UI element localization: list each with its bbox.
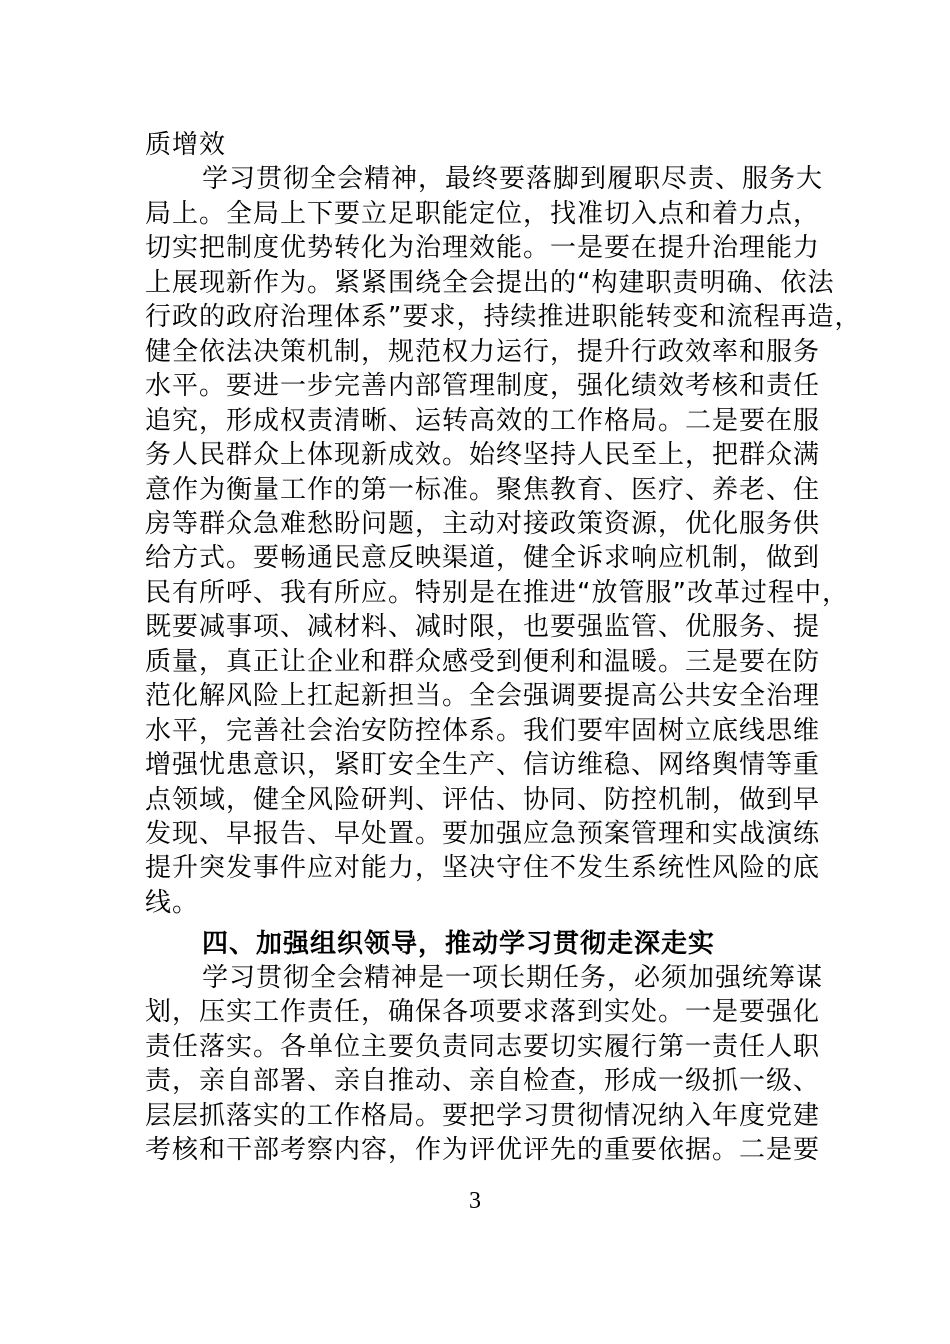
text-line: 上展现新作为。紧紧围绕全会提出的“构建职责明确、依法 <box>145 267 835 298</box>
text-line: 增强忧患意识，紧盯安全生产、信访维稳、网络舆情等重 <box>145 750 821 781</box>
text-line: 水平，完善社会治安防控体系。我们要牢固树立底线思维 <box>145 715 821 746</box>
text-line: 质增效 <box>145 130 227 160</box>
text-line: 房等群众急难愁盼问题，主动对接政策资源，优化服务供 <box>145 508 821 539</box>
text-line: 追究，形成权责清晰、运转高效的工作格局。二是要在服 <box>145 405 821 436</box>
text-line: 点领域，健全风险研判、评估、协同、防控机制，做到早 <box>145 784 821 815</box>
text-line: 学习贯彻全会精神，最终要落脚到履职尽责、服务大 <box>202 164 824 195</box>
text-line: 意作为衡量工作的第一标准。聚焦教育、医疗、养老、住 <box>145 474 821 505</box>
text-line: 责，亲自部署、亲自推动、亲自检查，形成一级抓一级、 <box>145 1066 821 1097</box>
text-line: 务人民群众上体现新成效。始终坚持人民至上，把群众满 <box>145 440 821 471</box>
text-line: 质量，真正让企业和群众感受到便利和温暖。三是要在防 <box>145 646 821 677</box>
text-line: 民有所呼、我有所应。特别是在推进“放管服”改革过程中， <box>145 577 849 608</box>
text-line: 发现、早报告、早处置。要加强应急预案管理和实战演练 <box>145 819 821 849</box>
text-line: 学习贯彻全会精神是一项长期任务，必须加强统筹谋 <box>202 963 824 993</box>
text-line: 考核和干部考察内容，作为评优评先的重要依据。二是要 <box>145 1135 821 1166</box>
text-line: 健全依法决策机制，规范权力运行，提升行政效率和服务 <box>145 336 821 367</box>
text-line: 划，压实工作责任，确保各项要求落到实处。一是要强化 <box>145 997 821 1028</box>
page-number: 3 <box>469 1188 481 1214</box>
text-line: 提升突发事件应对能力，坚决守住不发生系统性风险的底 <box>145 853 821 884</box>
text-line: 层层抓落实的工作格局。要把学习贯彻情况纳入年度党建 <box>145 1100 821 1131</box>
text-line: 切实把制度优势转化为治理效能。一是要在提升治理能力 <box>145 233 821 264</box>
text-line: 局上。全局上下要立足职能定位，找准切入点和着力点， <box>145 198 821 229</box>
text-line: 范化解风险上扛起新担当。全会强调要提高公共安全治理 <box>145 681 821 712</box>
text-line: 线。 <box>145 887 200 918</box>
text-line: 行政的政府治理体系”要求，持续推进职能转变和流程再造， <box>145 302 862 333</box>
text-line: 既要减事项、减材料、减时限，也要强监管、优服务、提 <box>145 612 821 643</box>
section-heading: 四、加强组织领导，推动学习贯彻走深走实 <box>202 929 716 959</box>
text-line: 水平。要进一步完善内部管理制度，强化绩效考核和责任 <box>145 371 821 402</box>
text-line: 责任落实。各单位主要负责同志要切实履行第一责任人职 <box>145 1031 821 1062</box>
text-line: 给方式。要畅通民意反映渠道，健全诉求响应机制，做到 <box>145 543 821 574</box>
